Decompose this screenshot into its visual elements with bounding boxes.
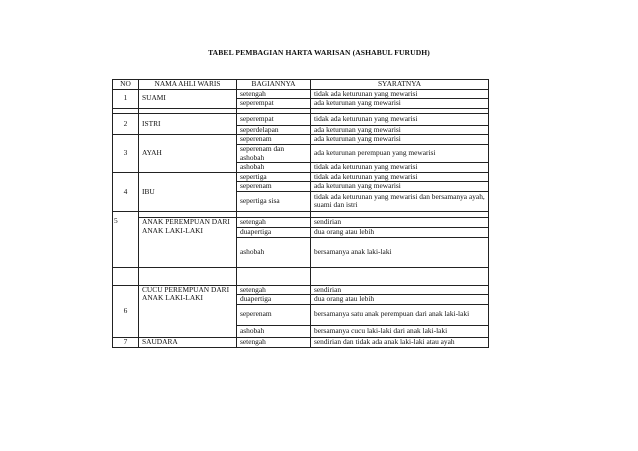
row-syarat: dua orang atau lebih — [311, 227, 489, 237]
row-nama: ANAK PEREMPUAN DARI ANAK LAKI-LAKI — [139, 217, 237, 267]
row-syarat: tidak ada keturunan yang mewarisi — [311, 172, 489, 182]
row-nama: ISTRI — [139, 113, 237, 135]
row-nama: SUAMI — [139, 89, 237, 108]
row-syarat: ada keturunan perempuan yang mewarisi — [311, 144, 489, 162]
row-nama: CUCU PEREMPUAN DARI ANAK LAKI-LAKI — [139, 285, 237, 337]
row-nama: SAUDARA — [139, 337, 237, 347]
row-bagian: setengah — [237, 285, 311, 295]
row-bagian: setengah — [237, 89, 311, 99]
row-syarat: bersamanya cucu laki-laki dari anak laki-laki — [311, 325, 489, 337]
row-bagian: duapertiga — [237, 227, 311, 237]
row-syarat: ada keturunan yang mewarisi — [311, 135, 489, 145]
row-nama: AYAH — [139, 135, 237, 172]
header-no: NO — [113, 80, 139, 90]
row-bagian: duapertiga — [237, 295, 311, 305]
row-no: 6 — [113, 285, 139, 337]
row-bagian: setengah — [237, 337, 311, 347]
table-row — [113, 217, 489, 227]
inheritance-table — [112, 79, 489, 348]
table-header-row — [113, 80, 489, 90]
row-bagian: ashobah — [237, 237, 311, 267]
header-bagian: BAGIANNYA — [237, 80, 311, 90]
row-syarat: ada keturunan yang mewarisi — [311, 182, 489, 192]
row-bagian: ashobah — [237, 325, 311, 337]
page-title: TABEL PEMBAGIAN HARTA WARISAN (ASHABUL FURUDH) — [208, 48, 430, 57]
row-syarat: sendirian dan tidak ada anak laki-laki atau ayah — [311, 337, 489, 347]
row-bagian: seperempat — [237, 113, 311, 125]
row-syarat: tidak ada keturunan yang mewarisi dan bersamanya ayah, suami dan istri — [311, 191, 489, 211]
row-bagian: seperenam — [237, 182, 311, 192]
row-bagian: seperenam — [237, 135, 311, 145]
row-no: 7 — [113, 337, 139, 347]
row-syarat: tidak ada keturunan yang mewarisi — [311, 113, 489, 125]
row-bagian: ashobah — [237, 163, 311, 173]
row-bagian: sepertiga sisa — [237, 191, 311, 211]
row-syarat: bersamanya anak laki-laki — [311, 237, 489, 267]
row-no: 3 — [113, 135, 139, 172]
header-nama: NAMA AHLI WARIS — [139, 80, 237, 90]
row-syarat: bersamanya satu anak perempuan dari anak laki-laki — [311, 304, 489, 325]
row-syarat: tidak ada keturunan yang mewarisi — [311, 89, 489, 99]
row-no: 5 — [113, 217, 139, 267]
row-bagian: sepertiga — [237, 172, 311, 182]
table-row — [113, 337, 489, 347]
table-row — [113, 135, 489, 145]
row-nama: IBU — [139, 172, 237, 211]
row-bagian: seperdelapan — [237, 125, 311, 135]
row-syarat: sendirian — [311, 285, 489, 295]
row-no: 4 — [113, 172, 139, 211]
table-row — [113, 89, 489, 99]
row-bagian: seperempat — [237, 99, 311, 109]
row-syarat: tidak ada keturunan yang mewarisi — [311, 163, 489, 173]
row-syarat: sendirian — [311, 217, 489, 227]
row-syarat: dua orang atau lebih — [311, 295, 489, 305]
row-bagian: seperenam — [237, 304, 311, 325]
row-no: 2 — [113, 113, 139, 135]
table-row — [113, 113, 489, 125]
row-no: 1 — [113, 89, 139, 108]
row-bagian: setengah — [237, 217, 311, 227]
row-syarat: ada keturunan yang mewarisi — [311, 125, 489, 135]
header-syarat: SYARATNYA — [311, 80, 489, 90]
table-row — [113, 172, 489, 182]
row-syarat: ada keturunan yang mewarisi — [311, 99, 489, 109]
table-spacer-row — [113, 267, 489, 285]
table-row — [113, 285, 489, 295]
row-bagian: seperenam dan ashobah — [237, 144, 311, 162]
